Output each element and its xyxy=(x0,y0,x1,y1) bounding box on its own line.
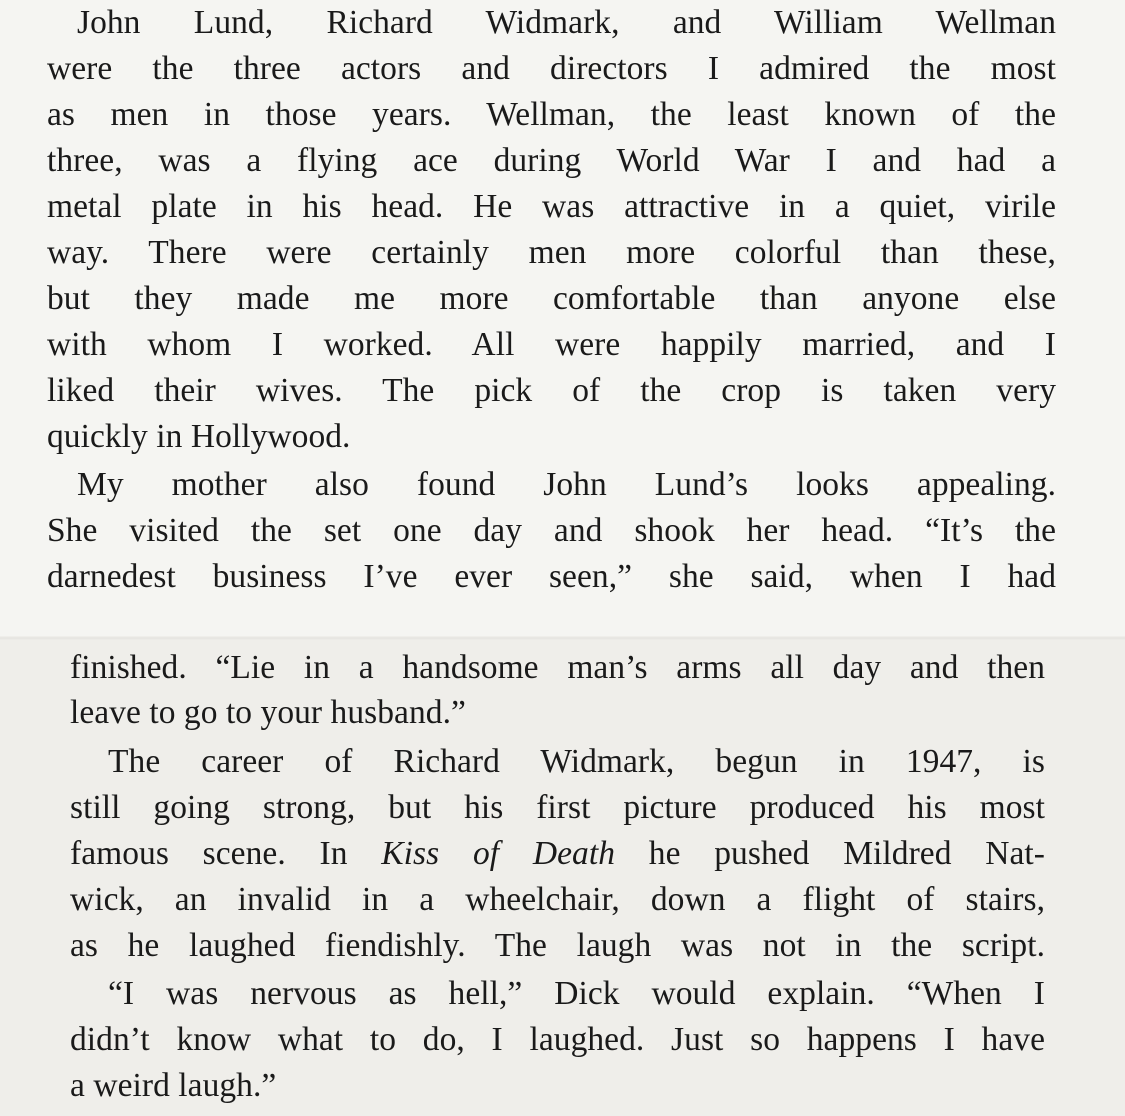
lower-scan-section xyxy=(0,638,1125,1116)
text-line: but they made me more comfortable than anyone else xyxy=(47,280,1056,317)
text-line: She visited the set one day and shook her head. “It’s the xyxy=(47,512,1056,549)
text-line: wick, an invalid in a wheelchair, down a flight of stairs, xyxy=(70,881,1045,918)
text-line: John Lund, Richard Widmark, and William Wellman xyxy=(77,4,1056,41)
film-title-kiss-of-death: Kiss of Death xyxy=(381,835,616,872)
text-line: as men in those years. Wellman, the least known of the xyxy=(47,96,1056,133)
text-line: were the three actors and directors I admired the most xyxy=(47,50,1056,87)
text-run: he pushed Mildred Nat- xyxy=(615,835,1045,872)
text-line: metal plate in his head. He was attractive in a quiet, virile xyxy=(47,188,1056,225)
text-line: My mother also found John Lund’s looks appealing. xyxy=(77,466,1056,503)
text-line: “I was nervous as hell,” Dick would explain. “When I xyxy=(108,975,1045,1012)
text-line: as he laughed fiendishly. The laugh was not in the script. xyxy=(70,927,1045,964)
text-line: a weird laugh.” xyxy=(70,1067,277,1104)
text-line xyxy=(70,831,1045,877)
text-line: didn’t know what to do, I laughed. Just so happens I have xyxy=(70,1021,1045,1058)
text-line: with whom I worked. All were happily married, and I xyxy=(47,326,1056,363)
text-line: leave to go to your husband.” xyxy=(70,694,466,731)
text-line: finished. “Lie in a handsome man’s arms all day and then xyxy=(70,649,1045,686)
text-line: darnedest business I’ve ever seen,” she said, when I had xyxy=(47,558,1056,595)
scan-seam-divider xyxy=(0,636,1125,640)
text-line: The career of Richard Widmark, begun in 1947, is xyxy=(108,743,1045,780)
text-line: three, was a flying ace during World War I and had a xyxy=(47,142,1056,179)
text-run: famous scene. In xyxy=(70,835,382,872)
text-line: way. There were certainly men more colorful than these, xyxy=(47,234,1056,271)
text-line: still going strong, but his first picture produced his most xyxy=(70,789,1045,826)
text-line: liked their wives. The pick of the crop is taken very xyxy=(47,372,1056,409)
text-line: quickly in Hollywood. xyxy=(47,418,351,455)
